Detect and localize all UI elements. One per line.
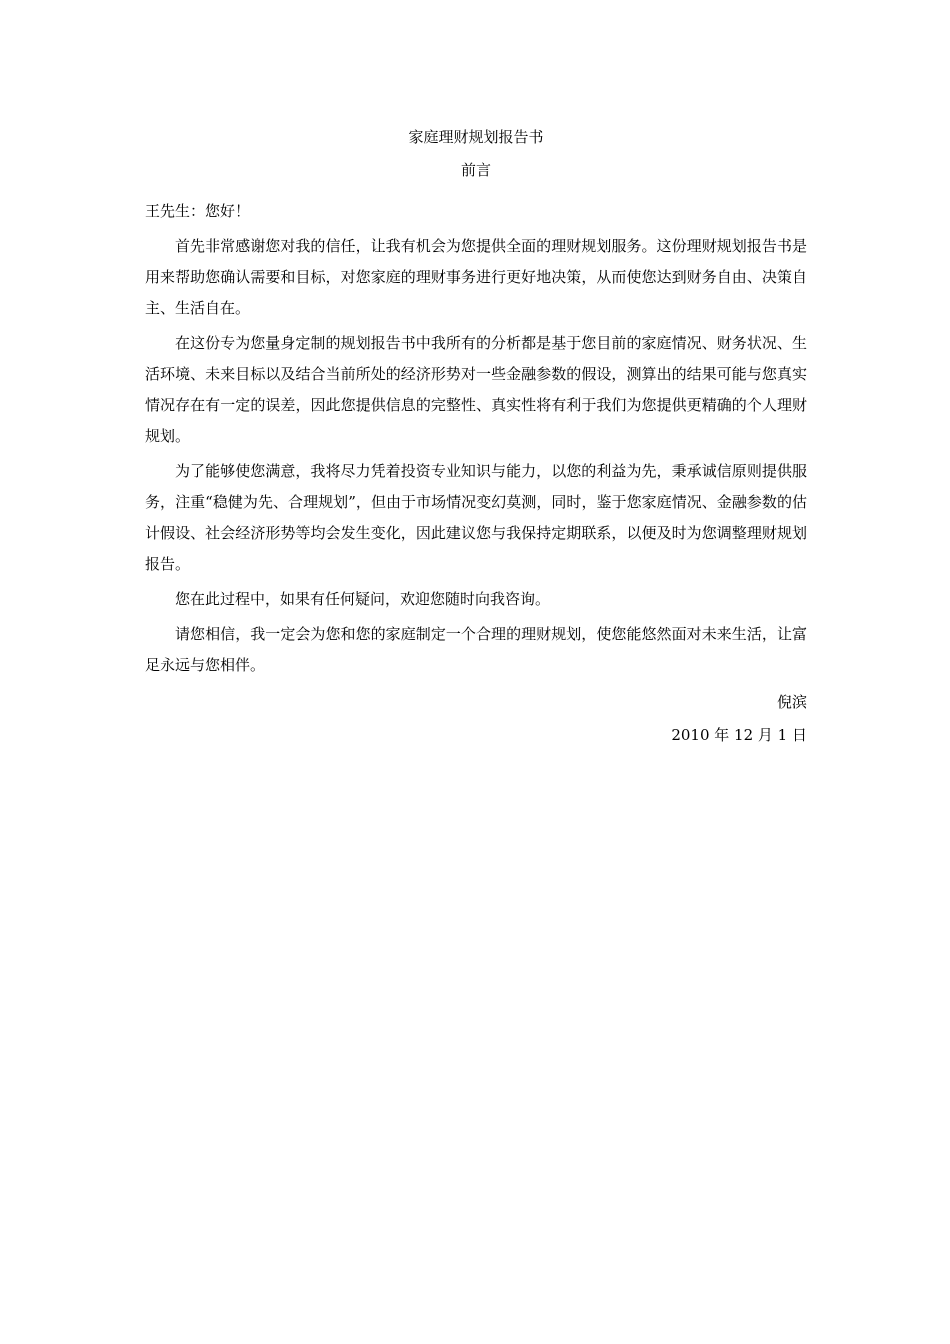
date: 2010 年 12 月 1 日 bbox=[671, 726, 807, 744]
paragraph-1: 首先非常感谢您对我的信任，让我有机会为您提供全面的理财规划服务。这份理财规划报告书是用来帮助您确认需要和目标，对您家庭的理财事务进行更好地决策，从而使您达到财务自由、决策自主、生活自在。 bbox=[145, 237, 807, 317]
paragraph-2: 在这份专为您量身定制的规划报告书中我所有的分析都是基于您目前的家庭情况、财务状况、生活环境、未来目标以及结合当前所处的经济形势对一些金融参数的假设，测算出的结果可能与您真实情况存在有一定的误差，因此您提供信息的完整性、真实性将有利于我们为您提供更精确的个人理财规划。 bbox=[145, 334, 807, 445]
paragraph-4: 您在此过程中，如果有任何疑问，欢迎您随时向我咨询。 bbox=[175, 590, 551, 608]
document-subtitle: 前言 bbox=[460, 161, 491, 179]
document-body bbox=[145, 124, 807, 751]
document-title: 家庭理财规划报告书 bbox=[408, 128, 544, 146]
paragraph-5: 请您相信，我一定会为您和您的家庭制定一个合理的理财规划，使您能悠然面对未来生活，让富足永远与您相伴。 bbox=[145, 625, 807, 674]
salutation: 王先生：您好！ bbox=[145, 202, 251, 220]
paragraph-3: 为了能够使您满意，我将尽力凭着投资专业知识与能力，以您的利益为先，秉承诚信原则提供服务，注重“稳健为先、合理规划”，但由于市场情况变幻莫测，同时，鉴于您家庭情况、金融参数的估计假设、社会经济形势等均会发生变化，因此建议您与我保持定期联系，以便及时为您调整理财规划报告。 bbox=[145, 462, 807, 573]
signature: 倪滨 bbox=[776, 693, 807, 711]
